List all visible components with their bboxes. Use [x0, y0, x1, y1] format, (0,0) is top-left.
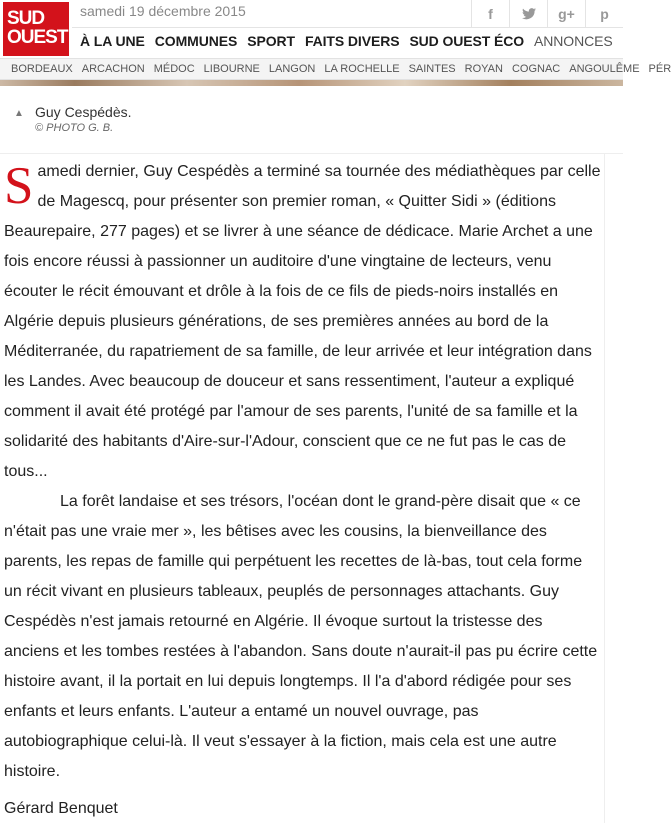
- nav-annonces[interactable]: ANNONCES: [534, 33, 613, 49]
- nav-sport[interactable]: SPORT: [247, 33, 295, 49]
- city-link[interactable]: COGNAC: [511, 63, 561, 75]
- city-link[interactable]: SAINTES: [408, 63, 456, 75]
- photo-caption: [14, 104, 604, 134]
- logo-line-2: OUEST: [7, 27, 68, 48]
- city-link[interactable]: LA ROCHELLE: [324, 63, 400, 75]
- photo-credit: © PHOTO G. B.: [35, 122, 114, 134]
- nav-faits-divers[interactable]: FAITS DIVERS: [304, 33, 400, 49]
- city-link[interactable]: LIBOURNE: [203, 63, 260, 75]
- drop-cap: S: [4, 157, 34, 215]
- sud-ouest-logo[interactable]: [3, 2, 69, 56]
- google-plus-icon[interactable]: g+: [547, 0, 585, 27]
- city-link[interactable]: PÉR: [648, 63, 671, 75]
- caption-divider: [0, 153, 623, 154]
- nav-communes[interactable]: COMMUNES: [154, 33, 238, 49]
- city-link[interactable]: BORDEAUX: [11, 63, 73, 75]
- caption-text: Guy Cespédès.: [35, 104, 132, 120]
- city-link[interactable]: MÉDOC: [153, 63, 195, 75]
- header-divider: [72, 27, 623, 28]
- city-link[interactable]: LANGON: [268, 63, 316, 75]
- city-navigation: [0, 58, 671, 80]
- article-body: [4, 157, 601, 787]
- logo-line-1: SUD: [7, 8, 45, 29]
- city-link[interactable]: ARCACHON: [81, 63, 145, 75]
- social-share-bar: [471, 0, 623, 27]
- paragraph-1-text: amedi dernier, Guy Cespédès a terminé sa tournée des médiathèques par celle de Magescq, pour présenter son premier roman, « Quitter Sidi » (éditions Beaurepaire, 277 pages) et se livrer à une séance de dédicace. Marie Archet a une fois encore réussi à passionner un auditoire d'une vingtaine de lecteurs, venu écouter le récit émouvant et drôle à la fois de ce fils de pieds-noirs installés en Algérie depuis plusieurs générations, de ses premières années au bord de la Méditerranée, du rapatriement de sa famille, de leur arrivée et leur intégration dans les Landes. Avec beaucoup de douceur et sans ressentiment, l'auteur a expliqué comment il avait été protégé par l'amour de ses parents, l'unité de sa famille et la solidarité des habitants d'Aire-sur-l'Adour, conscient que ce ne fut pas le cas de tous...: [4, 163, 601, 480]
- column-divider: [604, 153, 605, 823]
- paragraph-2: La forêt landaise et ses trésors, l'océan dont le grand-père disait que « ce n'était pas une vraie mer », les bêtises avec les cousins, la bienveillance des parents, les repas de famille qui perpétuent les recettes de là-bas, tout cela forme un récit vivant en plusieurs tableaux, peuplés de personnages attachants. Guy Cespédès n'est jamais retourné en Algérie. Il évoque surtout la tristesse des anciens et les tombes restées à l'abandon. Sans doute n'aurait-il pas pu écrire cette histoire avant, il la portait en lui depuis longtemps. Il l'a d'abord rédigée pour ses enfants et leurs enfants. L'auteur a entamé un nouvel ouvrage, pas autobiographique celui-là. Il veut s'essayer à la fiction, mais cela est une autre histoire.: [4, 493, 598, 780]
- nav-sud-ouest-eco[interactable]: SUD OUEST ÉCO: [409, 33, 525, 49]
- site-header: [0, 0, 671, 88]
- caption-triangle-icon: ▲: [14, 108, 24, 119]
- pinterest-icon[interactable]: p: [585, 0, 623, 27]
- twitter-icon[interactable]: [509, 0, 547, 27]
- main-navigation: [80, 33, 613, 53]
- city-link[interactable]: ANGOULÊME: [569, 63, 640, 75]
- article-photo-bottom-edge: [0, 80, 623, 86]
- nav-a-la-une[interactable]: À LA UNE: [80, 33, 145, 49]
- facebook-icon[interactable]: f: [471, 0, 509, 27]
- article-author: Gérard Benquet: [4, 800, 118, 817]
- city-link[interactable]: ROYAN: [464, 63, 503, 75]
- paragraph-1: [4, 157, 601, 487]
- edition-date: samedi 19 décembre 2015: [80, 3, 246, 19]
